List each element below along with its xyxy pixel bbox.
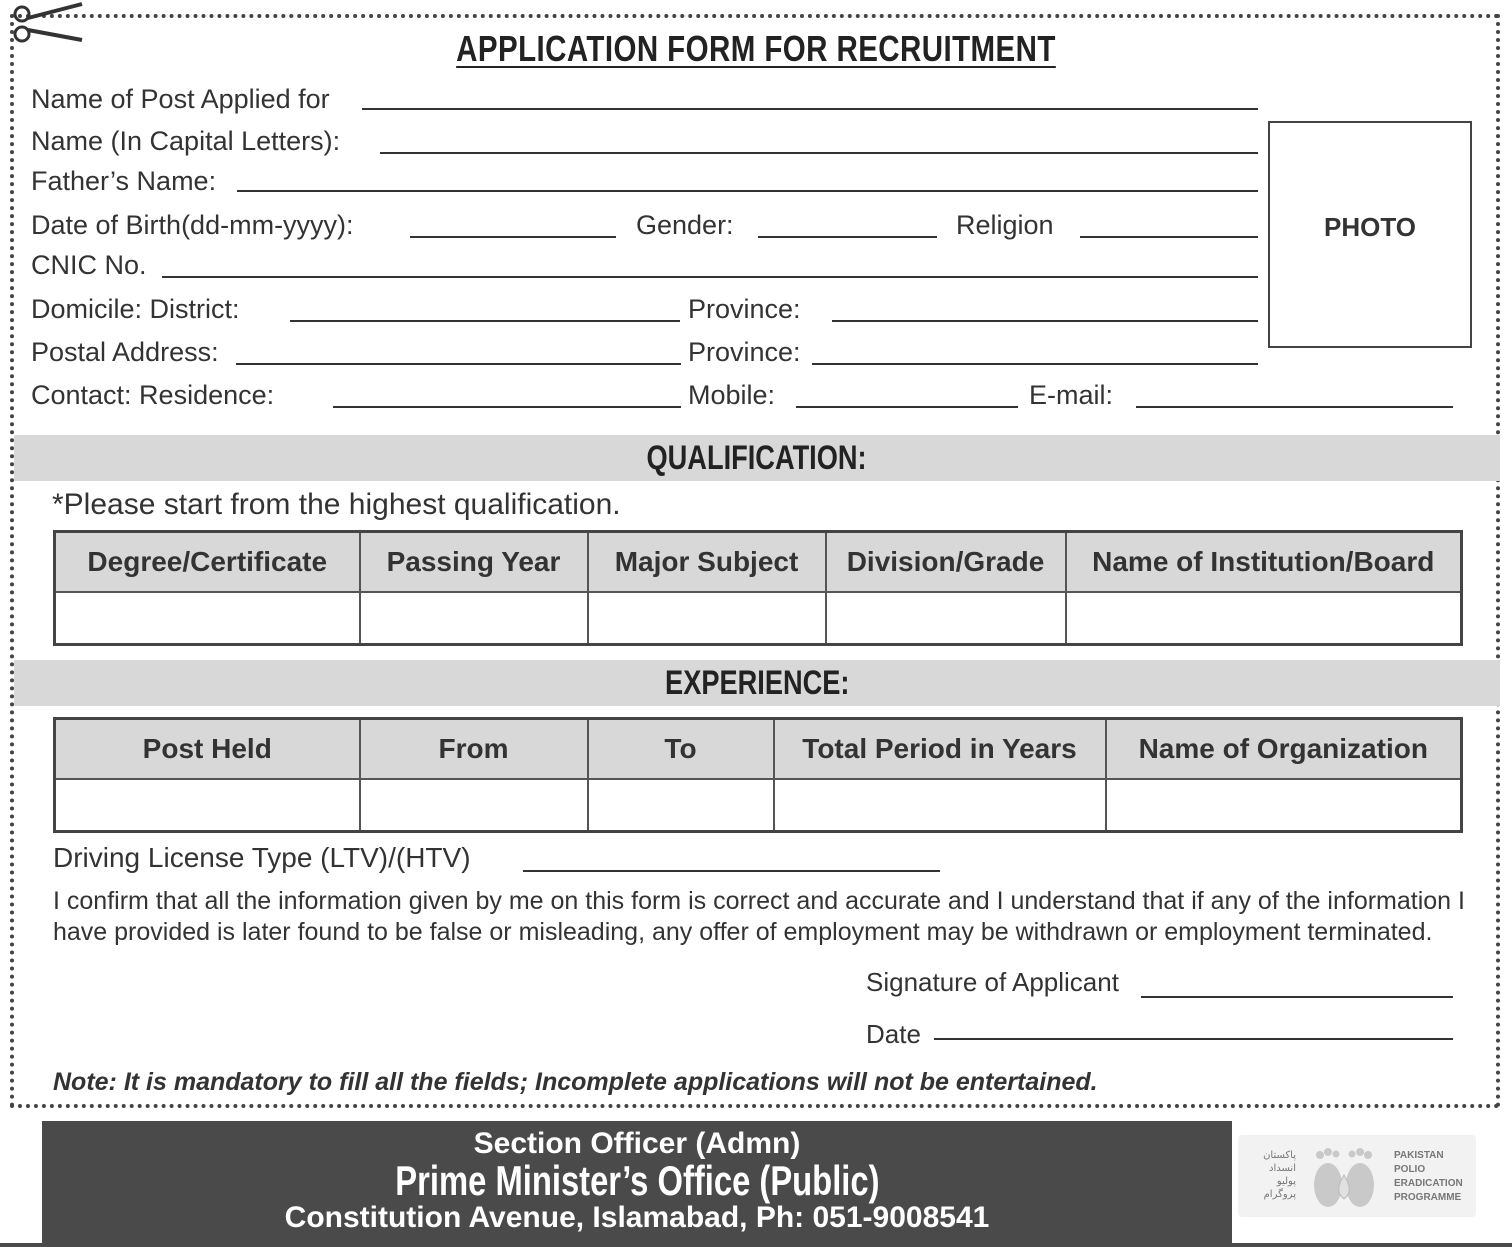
- bottom-bar: [0, 1243, 1512, 1247]
- photo-box[interactable]: [1268, 121, 1472, 348]
- column-header: Name of Institution/Board: [1066, 532, 1462, 593]
- column-header: Post Held: [55, 719, 360, 780]
- experience-header-row: [55, 719, 1462, 780]
- footprints-logo-icon: [1300, 1141, 1390, 1213]
- logo-english-text: PAKISTAN POLIO ERADICATION PROGRAMME: [1394, 1150, 1463, 1203]
- mandatory-note: Note: It is mandatory to fill all the fields; Incomplete applications will not be entertained.: [53, 1068, 1098, 1096]
- experience-heading: EXPERIENCE:: [664, 663, 850, 702]
- driving-license-field[interactable]: [523, 870, 940, 872]
- postal-address-field[interactable]: [236, 363, 681, 365]
- domicile-province-label: Province:: [688, 294, 801, 324]
- signature-label: Signature of Applicant: [866, 967, 1119, 997]
- qualification-heading: QUALIFICATION:: [646, 438, 868, 477]
- domicile-province-field[interactable]: [832, 320, 1258, 322]
- table-cell[interactable]: [588, 592, 826, 645]
- qualification-heading-band: [14, 435, 1500, 481]
- column-header: Name of Organization: [1106, 719, 1462, 780]
- footer-office-name: Prime Minister’s Office (Public): [394, 1157, 880, 1204]
- experience-heading-band: [14, 660, 1500, 706]
- father-name-field[interactable]: [237, 190, 1258, 192]
- table-cell[interactable]: [55, 779, 360, 832]
- column-header: Major Subject: [588, 532, 826, 593]
- name-capital-field[interactable]: [380, 152, 1258, 154]
- post-applied-label: Name of Post Applied for: [31, 84, 330, 114]
- table-cell[interactable]: [588, 779, 774, 832]
- qualification-header-row: [55, 532, 1462, 593]
- polio-programme-logo: [1238, 1135, 1476, 1217]
- post-applied-field[interactable]: [362, 108, 1258, 110]
- email-label: E-mail:: [1029, 380, 1114, 410]
- postal-province-field[interactable]: [812, 363, 1258, 365]
- contact-residence-field[interactable]: [333, 406, 681, 408]
- domicile-district-label: Domicile: District:: [31, 294, 240, 324]
- footer-address-block: [42, 1121, 1232, 1243]
- column-header: From: [360, 719, 588, 780]
- column-header: To: [588, 719, 774, 780]
- mobile-field[interactable]: [796, 406, 1018, 408]
- religion-label: Religion: [956, 210, 1054, 240]
- table-cell[interactable]: [826, 592, 1066, 645]
- domicile-district-field[interactable]: [290, 320, 680, 322]
- column-header: Total Period in Years: [774, 719, 1106, 780]
- dob-field[interactable]: [410, 236, 616, 238]
- table-row: [55, 779, 1462, 832]
- table-cell[interactable]: [55, 592, 360, 645]
- declaration-text: I confirm that all the information given by me on this form is correct and accurate and I understand that if any of the information I have provided is later found to be false or misleading, any offer of employment may be withdrawn or employment terminated.: [53, 887, 1465, 946]
- qualification-instruction: *Please start from the highest qualification.: [52, 488, 621, 521]
- footer-address: Constitution Avenue, Islamabad, Ph: 051-9008541: [284, 1201, 990, 1234]
- column-header: Passing Year: [360, 532, 588, 593]
- table-cell[interactable]: [360, 592, 588, 645]
- scissors-icon: [6, 0, 86, 46]
- postal-province-label: Province:: [688, 337, 801, 367]
- footer-section-officer: Section Officer (Admn): [473, 1127, 801, 1160]
- table-row: [55, 592, 1462, 645]
- column-header: Division/Grade: [826, 532, 1066, 593]
- gender-field[interactable]: [758, 236, 937, 238]
- father-name-label: Father’s Name:: [31, 166, 217, 196]
- cnic-label: CNIC No.: [31, 250, 147, 280]
- mobile-label: Mobile:: [688, 380, 776, 410]
- logo-urdu-text: پاکستان انسداد پولیو پروگرام: [1263, 1150, 1296, 1200]
- contact-residence-label: Contact: Residence:: [31, 380, 275, 410]
- name-capital-label: Name (In Capital Letters):: [31, 126, 341, 156]
- table-cell[interactable]: [1066, 592, 1462, 645]
- table-cell[interactable]: [1106, 779, 1462, 832]
- table-cell[interactable]: [774, 779, 1106, 832]
- dob-label: Date of Birth(dd-mm-yyyy):: [31, 210, 354, 240]
- signature-field[interactable]: [1141, 996, 1453, 998]
- email-field[interactable]: [1136, 406, 1453, 408]
- driving-license-label: Driving License Type (LTV)/(HTV): [53, 842, 471, 873]
- date-label: Date: [866, 1019, 921, 1049]
- postal-address-label: Postal Address:: [31, 337, 219, 367]
- table-cell[interactable]: [360, 779, 588, 832]
- cnic-field[interactable]: [162, 276, 1258, 278]
- qualification-table: [53, 530, 1463, 646]
- column-header: Degree/Certificate: [55, 532, 360, 593]
- form-title: APPLICATION FORM FOR RECRUITMENT: [456, 28, 1056, 69]
- religion-field[interactable]: [1080, 236, 1258, 238]
- experience-table: [53, 717, 1463, 833]
- gender-label: Gender:: [636, 210, 734, 240]
- photo-label: PHOTO: [1324, 212, 1416, 242]
- date-field[interactable]: [934, 1038, 1453, 1040]
